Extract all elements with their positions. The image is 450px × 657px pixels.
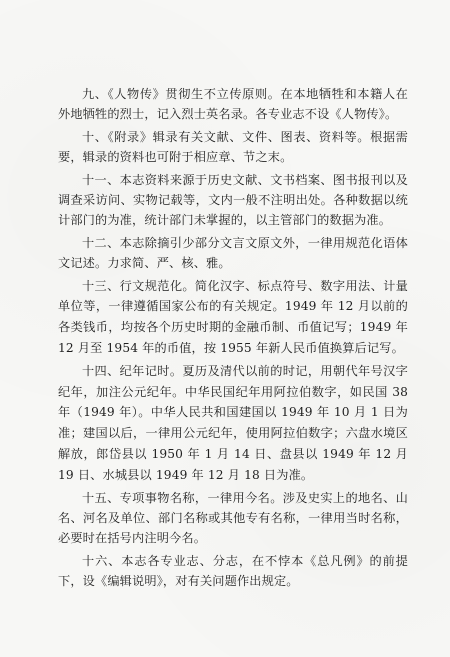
paragraph-10: 十、《附录》辑录有关文献、文件、图表、资料等。根据需要，辑录的资料也可附于相应章、节之末。: [58, 129, 408, 165]
paragraph-11: 十一、本志资料来源于历史文献、文书档案、图书报刊以及调查采访问、实物记载等，文内一般不注明出处。各种数据以统计部门的为准，统计部门未掌握的，以主管部门的数据为准。: [58, 172, 408, 228]
paragraph-13: 十三、行文规范化。简化汉字、标点符号、数字用法、计量单位等，一律遵循国家公布的有关规定。1949 年 12 月以前的各类钱币，均按各个历史时期的金融币制、币值记写；1949 年 12 月至 1954 年的币值，按 1955 年新人民币值换算后记写。: [58, 278, 408, 356]
paragraph-12: 十二、本志除摘引少部分文言文原文外，一律用规范化语体文记述。力求简、严、核、雅。: [58, 235, 408, 271]
paragraph-14: 十四、纪年记时。夏历及清代以前的时记，用朝代年号汉字纪年，加注公元纪年。中华民国纪年用阿拉伯数字，如民国 38 年（1949 年）。中华人民共和国建国以 1949 年 10 月 1 日为准；建国以后，一律用公元纪年，使用阿拉伯数字；六盘水境区解放，郎岱县以 1950 年 1 月 14 日、盘县以 1949 年 12 月 19 日、水城县以 1949 年 12 月 18 日为准。: [58, 363, 408, 482]
paragraph-15: 十五、专项事物名称，一律用今名。涉及史实上的地名、山名、河名及单位、部门名称或其他专有名称，一律用当时名称，必要时在括号内注明今名。: [58, 490, 408, 546]
paragraph-9: 九、《人物传》贯彻生不立传原则。在本地牺牲和本籍人在外地牺牲的烈士，记入烈士英名录。各专业志不设《人物传》。: [58, 87, 408, 122]
text-block: [58, 84, 408, 592]
paragraph-16: 十六、本志各专业志、分志，在不悖本《总凡例》的前提下，设《编辑说明》，对有关问题作出规定。: [58, 553, 408, 589]
